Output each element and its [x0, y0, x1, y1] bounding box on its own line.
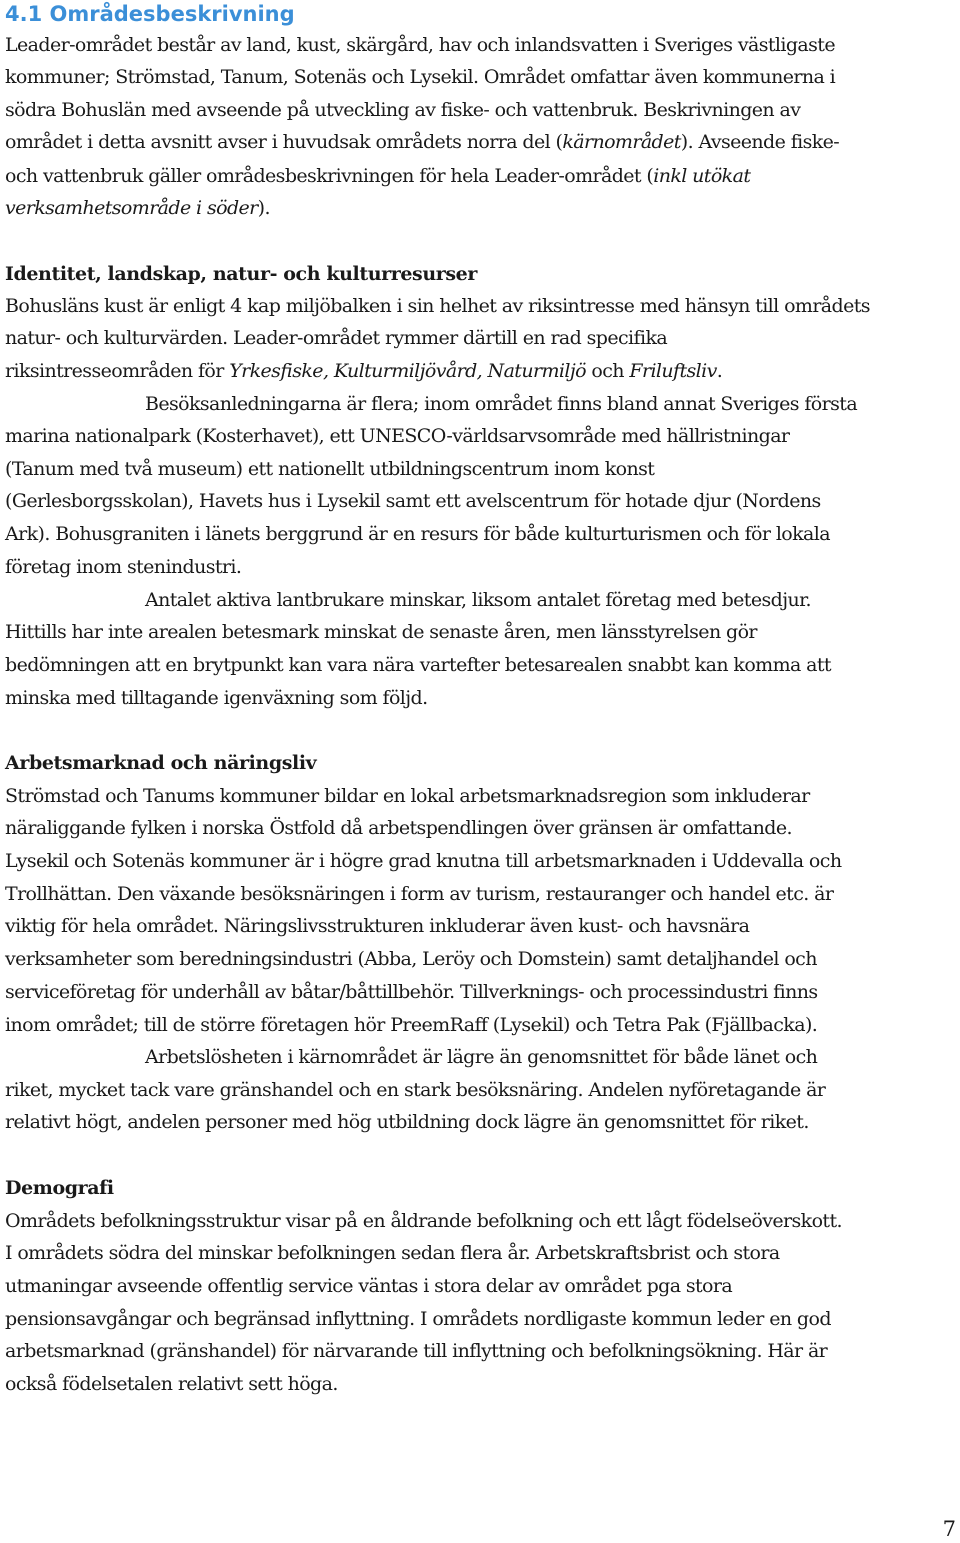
intro-line-2: kommuner; Strömstad, Tanum, Sotenäs och Lysekil. Området omfattar även kommunerna i: [5, 66, 836, 88]
arbetsmarknad-line-4: Trollhättan. Den växande besöksnäringen i form av turism, restauranger och handel etc. är: [5, 883, 834, 905]
arbetsmarknad-line-1: Strömstad och Tanums kommuner bildar en lokal arbetsmarknadsregion som inkluderar: [5, 785, 810, 807]
intro-emphasis: kärnområdet: [562, 131, 681, 153]
demografi-line-4: pensionsavgångar och begränsad inflyttning. I områdets nordligaste kommun leder en god: [5, 1308, 831, 1330]
identitet-line-5: marina nationalpark (Kosterhavet), ett UNESCO-världsarvsområde med hällristningar: [5, 425, 790, 447]
identitet-line-13: minska med tilltagande igenväxning som följd.: [5, 687, 428, 709]
arbetsmarknad-line-6: verksamheter som beredningsindustri (Abba, Leröy och Domstein) samt detaljhandel och: [5, 948, 817, 970]
arbetsmarknad-title: Arbetsmarknad och näringsliv: [5, 752, 317, 774]
arbetsmarknad-line-5: viktig för hela området. Näringslivsstrukturen inkluderar även kust- och havsnära: [5, 915, 750, 937]
identitet-line-6: (Tanum med två museum) ett nationellt utbildningscentrum inom konst: [5, 458, 655, 480]
intro-text: och vattenbruk gäller områdesbeskrivningen för hela Leader-området (: [5, 165, 654, 187]
demografi-line-3: utmaningar avseende offentlig service väntas i stora delar av området pga stora: [5, 1275, 733, 1297]
identitet-line-10: Antalet aktiva lantbrukare minskar, liksom antalet företag med betesdjur.: [145, 589, 811, 611]
arbetsmarknad-line-9: Arbetslösheten i kärnområdet är lägre än genomsnittet för både länet och: [145, 1046, 818, 1068]
demografi-line-1: Områdets befolkningsstruktur visar på en åldrande befolkning och ett lågt födelseöverskott.: [5, 1210, 842, 1232]
intro-text: området i detta avsnitt avser i huvudsak områdets norra del (: [5, 131, 563, 153]
identitet-line-1: Bohusläns kust är enligt 4 kap miljöbalken i sin helhet av riksintresse med hänsyn till områdets: [5, 295, 870, 317]
intro-line-3: södra Bohuslän med avseende på utveckling av fiske- och vattenbruk. Beskrivningen av: [5, 99, 801, 121]
intro-text: ). Avseende fiske-: [680, 131, 840, 153]
intro-line-1: Leader-området består av land, kust, skärgård, hav och inlandsvatten i Sveriges västligaste: [5, 34, 835, 56]
arbetsmarknad-line-8: inom området; till de större företagen hör PreemRaff (Lysekil) och Tetra Pak (Fjällbacka).: [5, 1014, 818, 1036]
intro-text: ).: [257, 197, 270, 219]
demografi-title: Demografi: [5, 1177, 114, 1199]
identitet-line-3: [5, 355, 722, 387]
identitet-line-11: Hittills har inte arealen betesmark minskat de senaste åren, men länsstyrelsen gör: [5, 621, 757, 643]
identitet-text: .: [716, 360, 723, 382]
identitet-text: riksintresseområden för: [5, 360, 230, 382]
arbetsmarknad-line-3: Lysekil och Sotenäs kommuner är i högre grad knutna till arbetsmarknaden i Uddevalla och: [5, 850, 842, 872]
identitet-line-4: Besöksanledningarna är flera; inom området finns bland annat Sveriges första: [145, 393, 858, 415]
identitet-emphasis: Friluftsliv: [629, 360, 717, 382]
identitet-line-12: bedömningen att en brytpunkt kan vara nära vartefter betesarealen snabbt kan komma att: [5, 654, 831, 676]
identitet-line-9: företag inom stenindustri.: [5, 556, 242, 578]
intro-emphasis: verksamhetsområde i söder: [5, 197, 258, 219]
arbetsmarknad-line-10: riket, mycket tack vare gränshandel och en stark besöksnäring. Andelen nyföretagande är: [5, 1079, 826, 1101]
demografi-line-6: också födelsetalen relativt sett höga.: [5, 1373, 338, 1395]
page-number: 7: [942, 1517, 956, 1541]
intro-line-5: [5, 160, 750, 192]
arbetsmarknad-line-7: serviceföretag för underhåll av båtar/båttillbehör. Tillverknings- och processindustri finns: [5, 981, 818, 1003]
demografi-line-5: arbetsmarknad (gränshandel) för närvarande till inflyttning och befolkningsökning. Här är: [5, 1340, 828, 1362]
intro-line-4: [5, 126, 839, 158]
identitet-text: och: [585, 360, 630, 382]
identitet-line-2: natur- och kulturvärden. Leader-området rymmer därtill en rad specifika: [5, 327, 668, 349]
intro-emphasis: inkl utökat: [653, 165, 751, 187]
identitet-line-7: (Gerlesborgsskolan), Havets hus i Lysekil samt ett avelscentrum för hotade djur (Nordens: [5, 490, 821, 512]
demografi-line-2: I områdets södra del minskar befolkningen sedan flera år. Arbetskraftsbrist och stora: [5, 1242, 780, 1264]
identitet-emphasis: Yrkesfiske, Kulturmiljövård, Naturmiljö: [229, 360, 586, 382]
arbetsmarknad-line-11: relativt högt, andelen personer med hög utbildning dock lägre än genomsnittet för riket.: [5, 1111, 809, 1133]
arbetsmarknad-line-2: näraliggande fylken i norska Östfold då arbetspendlingen över gränsen är omfattande.: [5, 817, 792, 839]
identitet-title: Identitet, landskap, natur- och kulturresurser: [5, 263, 477, 285]
identitet-line-8: Ark). Bohusgraniten i länets berggrund är en resurs för både kulturturismen och för lokala: [5, 523, 830, 545]
intro-line-6: [5, 192, 270, 224]
section-heading: 4.1 Områdesbeskrivning: [5, 2, 295, 26]
